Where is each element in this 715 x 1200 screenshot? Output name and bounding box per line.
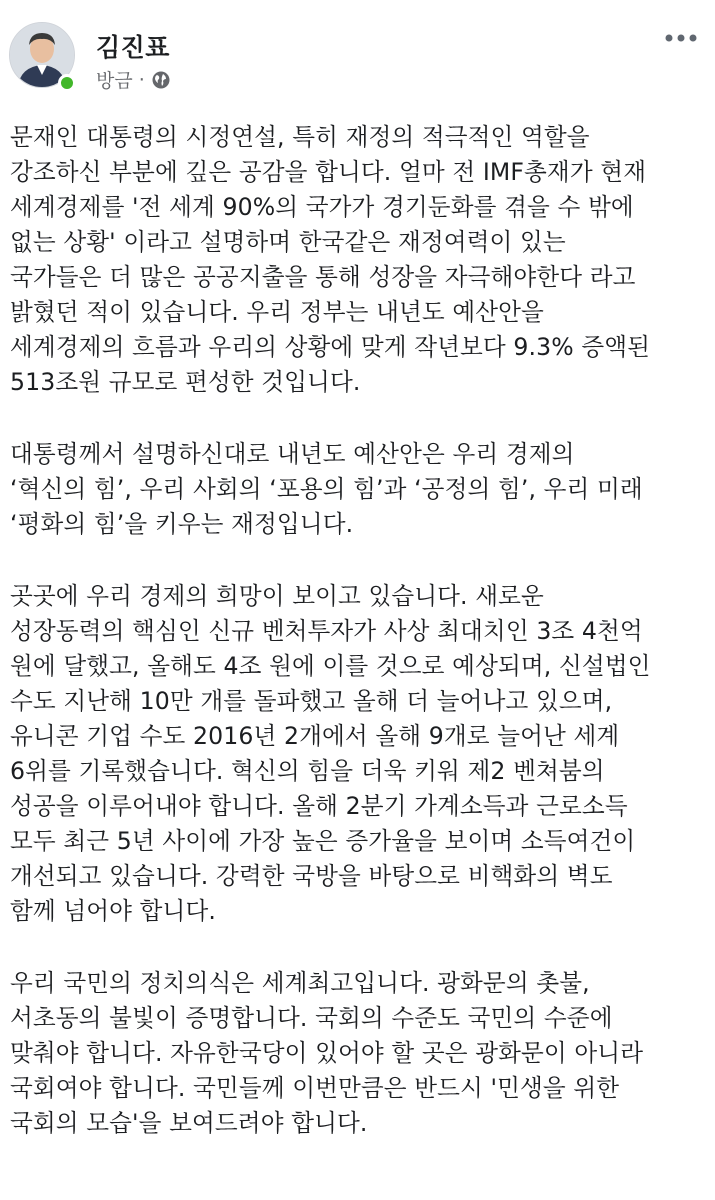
text-line: 맞춰야 합니다. 자유한국당이 있어야 할 곳은 광화문이 아니라	[10, 1039, 644, 1067]
text-line: 대통령께서 설명하신대로 내년도 예산안은 우리 경제의	[10, 440, 575, 468]
text-line: 성장동력의 핵심인 신규 벤처투자가 사상 최대치인 3조 4천억	[10, 617, 643, 645]
text-line: 함께 넘어야 합니다.	[10, 897, 216, 925]
text-line: 모두 최근 5년 사이에 가장 높은 증가율을 보이며 소득여건이	[10, 827, 636, 855]
more-options-icon	[665, 34, 697, 42]
text-line: 수도 지난해 10만 개를 돌파했고 올해 더 늘어나고 있으며,	[10, 687, 613, 715]
post-time[interactable]: 방금	[96, 70, 133, 92]
text-line: 문재인 대통령의 시정연설, 특히 재정의 적극적인 역할을	[10, 123, 590, 151]
text-line: 원에 달했고, 올해도 4조 원에 이를 것으로 예상되며, 신설법인	[10, 652, 651, 680]
text-line: 없는 상황' 이라고 설명하며 한국같은 재정여력이 있는	[10, 228, 566, 256]
text-line: ‘혁신의 힘’, 우리 사회의 ‘포용의 힘’과 ‘공정의 힘’, 우리 미래	[10, 475, 643, 503]
text-line: 곳곳에 우리 경제의 희망이 보이고 있습니다. 새로운	[10, 582, 544, 610]
post-header	[0, 0, 715, 110]
post-paragraph	[10, 966, 710, 1141]
meta-separator: ·	[138, 68, 145, 91]
text-line: 우리 국민의 정치의식은 세계최고입니다. 광화문의 촛불,	[10, 969, 590, 997]
text-line: 밝혔던 적이 있습니다. 우리 정부는 내년도 예산안을	[10, 298, 544, 326]
text-line: 유니콘 기업 수도 2016년 2개에서 올해 9개로 늘어난 세계	[10, 722, 620, 750]
text-line: 513조원 규모로 편성한 것입니다.	[10, 368, 361, 396]
text-line: 세계경제를 '전 세계 90%의 국가가 경기둔화를 겪을 수 밖에	[10, 193, 634, 221]
post-paragraph	[10, 437, 710, 542]
more-options-button[interactable]	[661, 24, 701, 52]
post-body	[10, 120, 710, 1178]
author-name[interactable]: 김진표	[96, 33, 170, 62]
text-line: 국회의 모습'을 보여드려야 합니다.	[10, 1109, 368, 1137]
text-line: 개선되고 있습니다. 강력한 국방을 바탕으로 비핵화의 벽도	[10, 862, 613, 890]
post-paragraph	[10, 579, 710, 929]
text-line: 국가들은 더 많은 공공지출을 통해 성장을 자극해야한다 라고	[10, 263, 636, 291]
text-line: 서초동의 불빛이 증명합니다. 국회의 수준도 국민의 수준에	[10, 1004, 613, 1032]
text-line: 세계경제의 흐름과 우리의 상황에 맞게 작년보다 9.3% 증액된	[10, 333, 651, 361]
text-line: ‘평화의 힘’을 키우는 재정입니다.	[10, 510, 354, 538]
globe-icon[interactable]	[151, 70, 171, 90]
online-status-indicator	[58, 74, 76, 92]
text-line: 국회여야 합니다. 국민들께 이번만큼은 반드시 '민생을 위한	[10, 1074, 620, 1102]
post-paragraph	[10, 120, 710, 400]
text-line: 강조하신 부분에 깊은 공감을 합니다. 얼마 전 IMF총재가 현재	[10, 158, 647, 186]
text-line: 성공을 이루어내야 합니다. 올해 2분기 가계소득과 근로소득	[10, 792, 628, 820]
post-meta	[96, 66, 171, 93]
text-line: 6위를 기록했습니다. 혁신의 힘을 더욱 키워 제2 벤쳐붐의	[10, 757, 605, 785]
